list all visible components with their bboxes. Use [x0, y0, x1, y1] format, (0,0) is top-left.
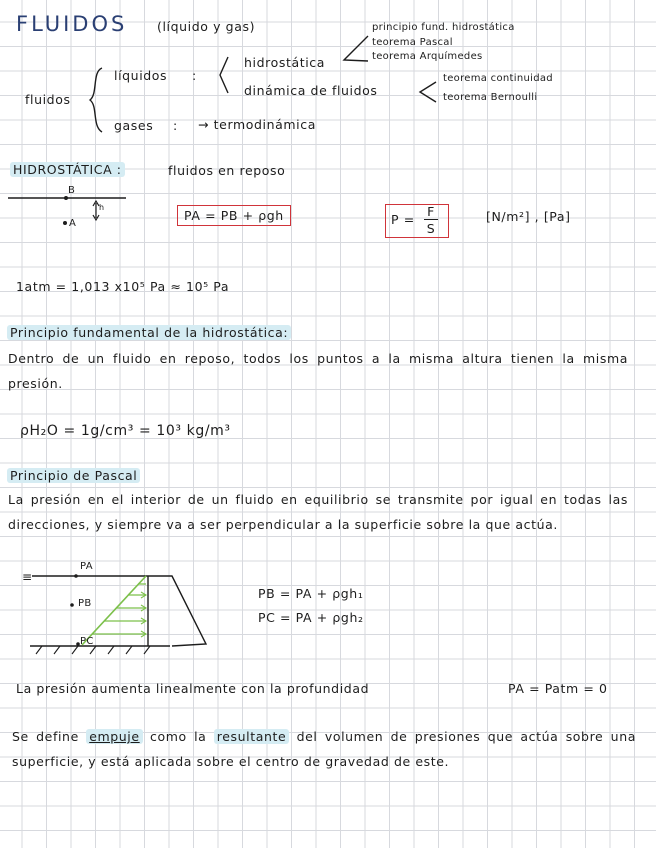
label-pa: PA	[80, 561, 93, 572]
dinamica-item: teorema continuidad	[443, 73, 553, 84]
empuje-text: Se define	[12, 729, 87, 744]
section-heading-hidrostatica: HIDROSTÁTICA :	[10, 162, 125, 177]
formula-denominator: S	[426, 221, 436, 236]
label-pc: PC	[80, 636, 94, 647]
empuje-definition	[12, 725, 636, 774]
tree-liquidos: líquidos	[114, 68, 168, 83]
dam-pressure-diagram	[20, 566, 220, 656]
tree-root: fluidos	[25, 92, 71, 107]
equation-pc: PC = PA + ρgh₂	[258, 610, 364, 625]
principio-fundamental-text: Dentro de un fluido en reposo, todos los puntos a la misma altura tienen la misma presión.	[8, 351, 628, 391]
atm-equivalence: 1atm = 1,013 x10⁵ Pa ≈ 10⁵ Pa	[16, 279, 230, 294]
tree-dinamica: dinámica de fluidos	[244, 83, 378, 98]
root-brace	[88, 66, 108, 136]
water-density: ρH₂O = 1g/cm³ = 10³ kg/m³	[20, 423, 231, 439]
height-label: h	[99, 203, 105, 212]
tree-termodinamica: → termodinámica	[198, 117, 316, 132]
surface-pressure-equation: PA = Patm = 0	[508, 681, 608, 696]
tree-hidrostatica: hidrostática	[244, 55, 326, 70]
linear-pressure-text: La presión aumenta linealmente con la profundidad	[16, 681, 370, 696]
pascal-text: La presión en el interior de un fluido en equilibrio se transmite por igual en todas las direcciones, y siempre va a ser perpendicular a la superficie sobre la que actúa.	[8, 492, 628, 532]
point-a-label: A	[69, 218, 77, 229]
hidro-brace	[340, 30, 370, 66]
liquidos-brace	[216, 55, 236, 95]
label-pb: PB	[78, 598, 92, 609]
resultante-keyword: resultante	[214, 729, 290, 744]
section-subtitle: fluidos en reposo	[168, 163, 286, 178]
dinamica-brace	[416, 78, 438, 106]
pressure-units: [N/m²] , [Pa]	[486, 209, 571, 224]
empuje-keyword: empuje	[86, 729, 143, 744]
tree-colon-2: :	[173, 118, 178, 133]
formula-pressure-definition	[385, 204, 449, 238]
hidro-item: teorema Pascal	[372, 37, 453, 48]
section-heading-pascal: Principio de Pascal	[7, 468, 140, 483]
tree-colon-1: :	[192, 68, 197, 83]
equation-pb: PB = PA + ρgh₁	[258, 586, 364, 601]
empuje-text: del volumen de presiones que actúa sobre una superficie, y está aplicada sobre el centro de gravedad de este.	[12, 729, 636, 769]
formula-lhs: P =	[391, 212, 415, 227]
page-subtitle: (líquido y gas)	[157, 19, 256, 34]
tree-gases: gases	[114, 118, 154, 133]
surface-mark: ≡	[22, 570, 33, 584]
page-title: FLUIDOS	[16, 12, 128, 36]
dinamica-item: teorema Bernoulli	[443, 92, 538, 103]
formula-pressure-depth: PA = PB + ρgh	[177, 205, 291, 226]
empuje-text: como la	[142, 729, 214, 744]
hidro-item: principio fund. hidrostática	[372, 22, 515, 33]
section-heading-principio-fundamental: Principio fundamental de la hidrostática:	[7, 325, 291, 340]
hidro-item: teorema Arquímedes	[372, 51, 483, 62]
point-b-label: B	[68, 185, 76, 196]
formula-numerator: F	[424, 204, 438, 220]
